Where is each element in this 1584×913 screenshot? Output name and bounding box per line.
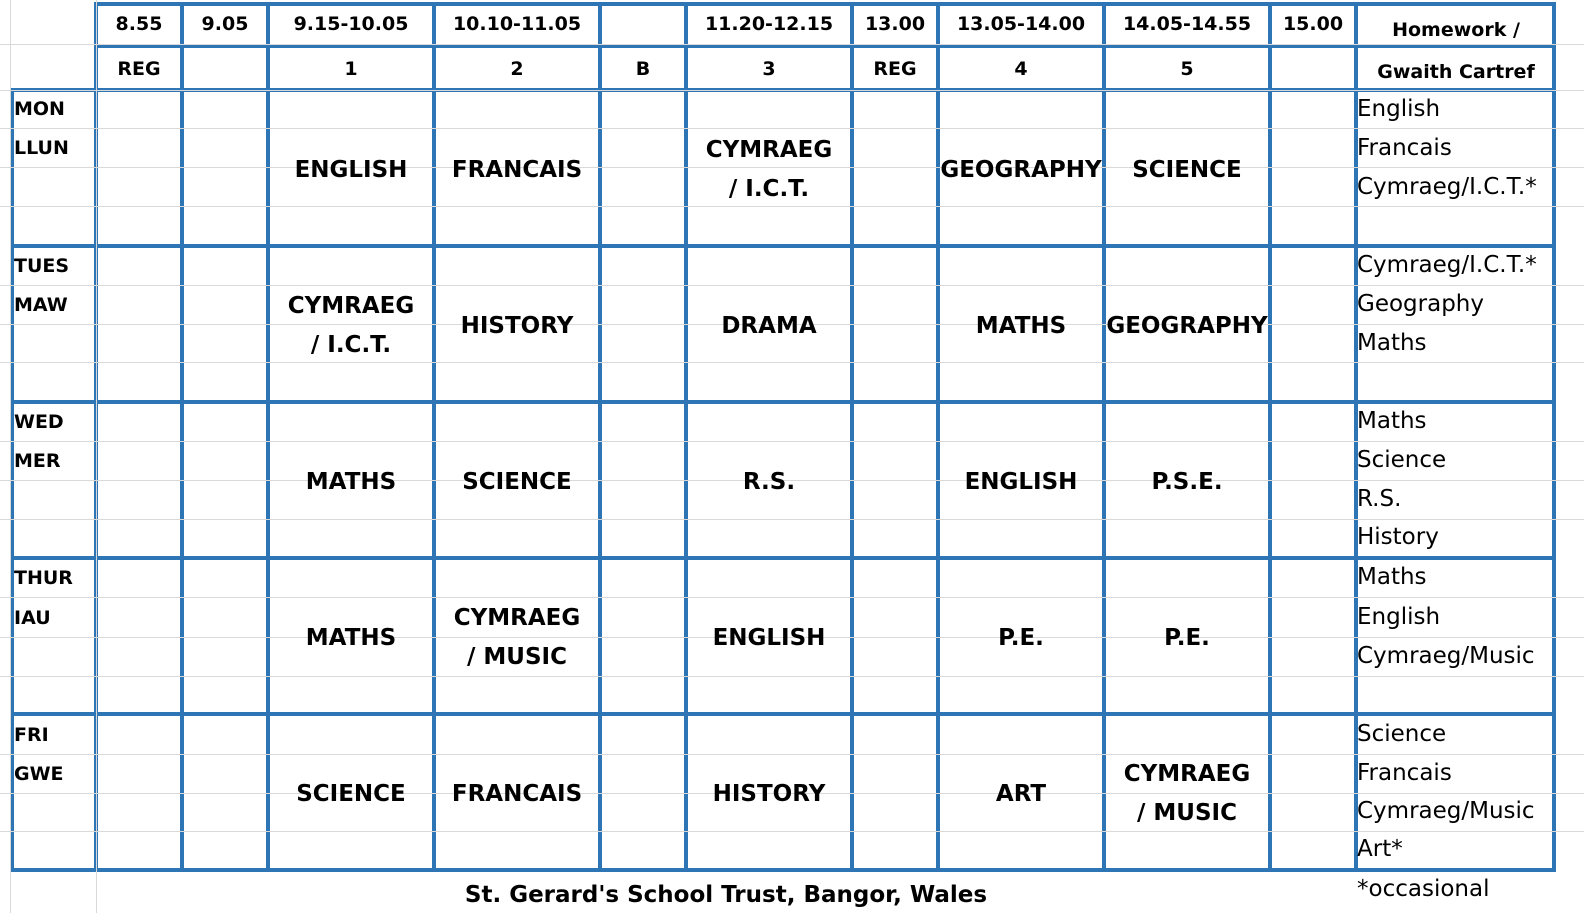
period-5: 5 (1180, 58, 1194, 80)
day-label-cy: IAU (14, 607, 51, 629)
homework-item: Cymraeg/I.C.T.* (1357, 252, 1537, 278)
time-905: 9.05 (201, 13, 249, 35)
lesson-thur-5: P.E. (1164, 624, 1210, 651)
lesson-tues-1: CYMRAEG / I.C.T. (287, 293, 415, 358)
lesson-mon-3: CYMRAEG / I.C.T. (705, 137, 833, 202)
table-border (10, 244, 98, 248)
period-reg-pm: REG (873, 58, 917, 80)
time-reg-am: 8.55 (115, 13, 163, 35)
time-reg-pm: 13.00 (864, 13, 926, 35)
time-period-4: 13.05-14.00 (956, 13, 1086, 35)
homework-item: R.S. (1357, 486, 1402, 512)
grid-line (10, 0, 11, 913)
lesson-wed-3: R.S. (742, 468, 796, 495)
homework-item: Maths (1357, 408, 1427, 434)
period-blank (182, 48, 268, 90)
homework-item: Maths (1357, 564, 1427, 590)
homework-item: Maths (1357, 330, 1427, 356)
homework-item: Cymraeg/Music (1357, 798, 1535, 824)
time-end: 15.00 (1282, 13, 1344, 35)
lesson-mon-5: SCIENCE (1132, 156, 1242, 183)
lesson-thur-2: CYMRAEG / MUSIC (453, 605, 581, 670)
lesson-mon-4: GEOGRAPHY (940, 156, 1102, 183)
table-border (1552, 2, 1556, 872)
lesson-mon-1: ENGLISH (294, 156, 408, 183)
table-border (180, 2, 184, 872)
period-2: 2 (510, 58, 524, 80)
lesson-tues-5: GEOGRAPHY (1106, 312, 1268, 339)
period-reg-am: REG (117, 58, 161, 80)
period-break: B (635, 58, 651, 80)
lesson-thur-3: ENGLISH (712, 624, 826, 651)
period-4: 4 (1014, 58, 1028, 80)
time-period-3: 11.20-12.15 (704, 13, 834, 35)
homework-item: Art* (1357, 836, 1403, 862)
homework-item: Francais (1357, 760, 1452, 786)
period-3: 3 (762, 58, 776, 80)
homework-item: Francais (1357, 135, 1452, 161)
homework-title-cy: Gwaith Cartref (1377, 61, 1535, 83)
homework-item: Science (1357, 721, 1447, 747)
lesson-thur-4: P.E. (998, 624, 1044, 651)
day-label-cy: LLUN (14, 137, 69, 159)
school-name: St. Gerard's School Trust, Bangor, Wales (464, 881, 988, 908)
day-label-en: WED (14, 411, 64, 433)
time-period-1: 9.15-10.05 (293, 13, 409, 35)
lesson-fri-1: SCIENCE (296, 780, 406, 807)
lesson-fri-3: HISTORY (712, 780, 826, 807)
homework-title-en: Homework / (1392, 19, 1520, 41)
day-label-en: MON (14, 98, 65, 120)
table-border (10, 868, 98, 872)
grid-line (0, 44, 1584, 45)
homework-item: Science (1357, 447, 1447, 473)
lesson-wed-4: ENGLISH (964, 468, 1078, 495)
footnote-occasional: *occasional (1357, 876, 1490, 902)
lesson-thur-1: MATHS (305, 624, 397, 651)
lesson-tues-3: DRAMA (721, 312, 817, 339)
day-label-cy: GWE (14, 763, 64, 785)
homework-item: History (1357, 524, 1439, 550)
day-label-en: FRI (14, 724, 49, 746)
grid-line (96, 0, 97, 913)
lesson-tues-4: MATHS (975, 312, 1067, 339)
time-break (600, 4, 686, 44)
time-period-2: 10.10-11.05 (452, 13, 582, 35)
day-label-cy: MAW (14, 294, 68, 316)
table-border (10, 556, 98, 560)
lesson-fri-5: CYMRAEG / MUSIC (1123, 761, 1251, 826)
period-1: 1 (344, 58, 358, 80)
time-period-5: 14.05-14.55 (1122, 13, 1252, 35)
lesson-fri-2: FRANCAIS (451, 780, 583, 807)
homework-item: English (1357, 96, 1441, 122)
table-border (10, 712, 98, 716)
day-label-en: THUR (14, 567, 73, 589)
period-end (1270, 48, 1356, 90)
day-label-en: TUES (14, 255, 70, 277)
lesson-mon-2: FRANCAIS (451, 156, 583, 183)
lesson-wed-2: SCIENCE (462, 468, 572, 495)
homework-item: Cymraeg/I.C.T.* (1357, 174, 1537, 200)
homework-item: Geography (1357, 291, 1484, 317)
homework-item: English (1357, 604, 1441, 630)
homework-item: Cymraeg/Music (1357, 643, 1535, 669)
grid-line (0, 90, 1584, 91)
lesson-fri-4: ART (995, 780, 1047, 807)
lesson-wed-5: P.S.E. (1151, 468, 1223, 495)
table-border (10, 400, 98, 404)
day-label-cy: MER (14, 450, 61, 472)
lesson-wed-1: MATHS (305, 468, 397, 495)
lesson-tues-2: HISTORY (460, 312, 574, 339)
